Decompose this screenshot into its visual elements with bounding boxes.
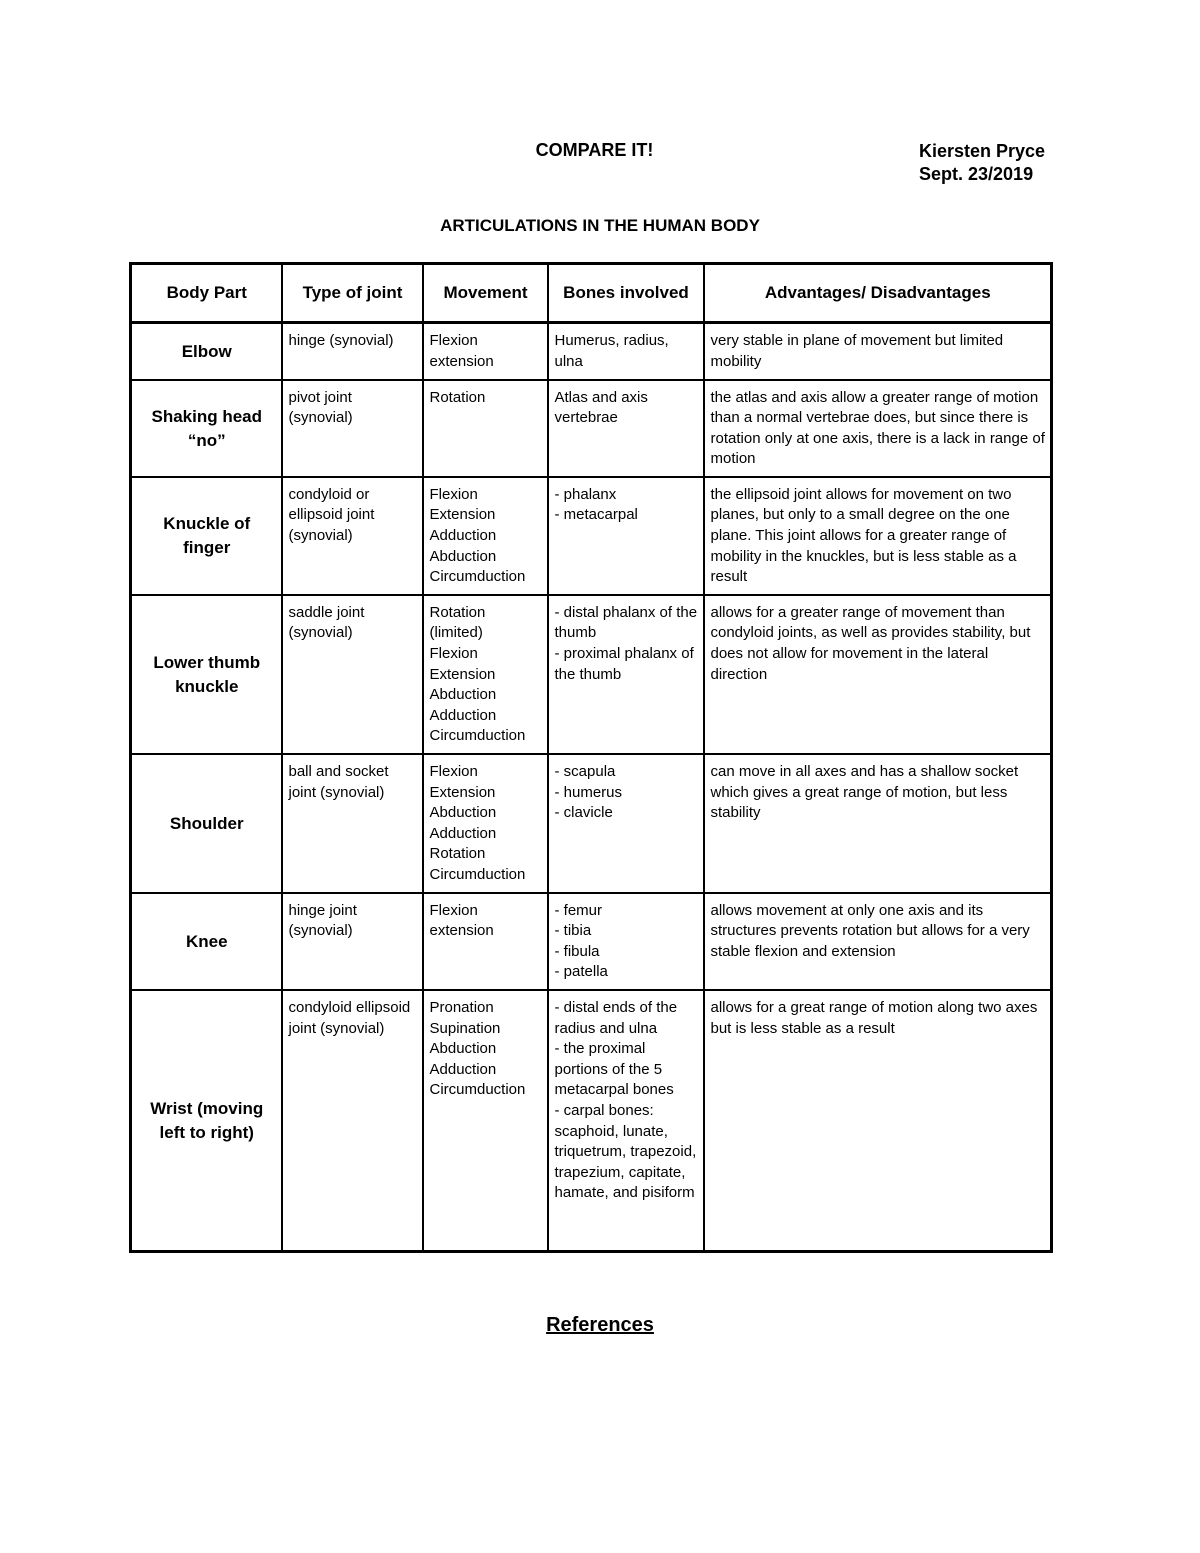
header-bones-involved: Bones involved [548,264,704,323]
table-row [131,380,1052,477]
table-row [131,477,1052,595]
articulations-table [129,262,1053,1253]
table-row [131,990,1052,1252]
bones-cell: - phalanx - metacarpal [548,477,704,595]
movement-cell: Pronation Supination Abduction Adduction Circumduction [423,990,548,1252]
document-date: Sept. 23/2019 [919,164,1034,184]
joint-type-cell: pivot joint (synovial) [282,380,423,477]
movement-cell: Flexion extension [423,893,548,990]
body-part-cell: Knuckle of finger [131,477,282,595]
movement-cell: Flexion extension [423,323,548,380]
body-part-cell: Wrist (moving left to right) [131,990,282,1252]
notes-cell: very stable in plane of movement but limited mobility [704,323,1052,380]
bones-cell: - distal phalanx of the thumb - proximal phalanx of the thumb [548,595,704,754]
body-part-cell: Shaking head “no” [131,380,282,477]
bones-cell: Humerus, radius, ulna [548,323,704,380]
notes-cell: the atlas and axis allow a greater range of motion than a normal vertebrae does, but since there is rotation only at one axis, there is a lack in range of motion [704,380,1052,477]
joint-type-cell: saddle joint (synovial) [282,595,423,754]
document-title: COMPARE IT! [535,140,654,160]
table-row [131,893,1052,990]
notes-cell: the ellipsoid joint allows for movement on two planes, but only to a small degree on the one plane. This joint allows for a greater range of mobility in the knuckles, but is less stable as a result [704,477,1052,595]
movement-cell: Rotation (limited) Flexion Extension Abduction Adduction Circumduction [423,595,548,754]
header-body-part: Body Part [131,264,282,323]
table-row [131,754,1052,893]
bones-cell: - distal ends of the radius and ulna - the proximal portions of the 5 metacarpal bones - carpal bones: scaphoid, lunate, triquetrum, trapezoid, trapezium, capitate, hamate, and pisiform [548,990,704,1252]
bones-cell: - femur - tibia - fibula - patella [548,893,704,990]
joint-type-cell: hinge (synovial) [282,323,423,380]
notes-cell: allows for a greater range of movement than condyloid joints, as well as provides stability, but does not allow for movement in the lateral direction [704,595,1052,754]
notes-cell: allows movement at only one axis and its structures prevents rotation but allows for a very stable flexion and extension [704,893,1052,990]
table-header-row [131,264,1052,323]
bones-cell: Atlas and axis vertebrae [548,380,704,477]
joint-type-cell: condyloid ellipsoid joint (synovial) [282,990,423,1252]
joint-type-cell: hinge joint (synovial) [282,893,423,990]
joint-type-cell: ball and socket joint (synovial) [282,754,423,893]
movement-cell: Flexion Extension Adduction Abduction Circumduction [423,477,548,595]
body-part-cell: Knee [131,893,282,990]
author-block [919,140,1045,186]
header-movement: Movement [423,264,548,323]
movement-cell: Rotation [423,380,548,477]
joint-type-cell: condyloid or ellipsoid joint (synovial) [282,477,423,595]
header-advantages-disadvantages: Advantages/ Disadvantages [704,264,1052,323]
bones-cell: - scapula - humerus - clavicle [548,754,704,893]
notes-cell: can move in all axes and has a shallow socket which gives a great range of motion, but less stability [704,754,1052,893]
body-part-cell: Shoulder [131,754,282,893]
author-name: Kiersten Pryce [919,141,1046,161]
movement-cell: Flexion Extension Abduction Adduction Rotation Circumduction [423,754,548,893]
table-row [131,323,1052,380]
document-subtitle: ARTICULATIONS IN THE HUMAN BODY [440,216,760,235]
header-type-of-joint: Type of joint [282,264,423,323]
body-part-cell: Elbow [131,323,282,380]
references-heading: References [546,1314,654,1336]
notes-cell: allows for a great range of motion along two axes but is less stable as a result [704,990,1052,1252]
table-row [131,595,1052,754]
body-part-cell: Lower thumb knuckle [131,595,282,754]
